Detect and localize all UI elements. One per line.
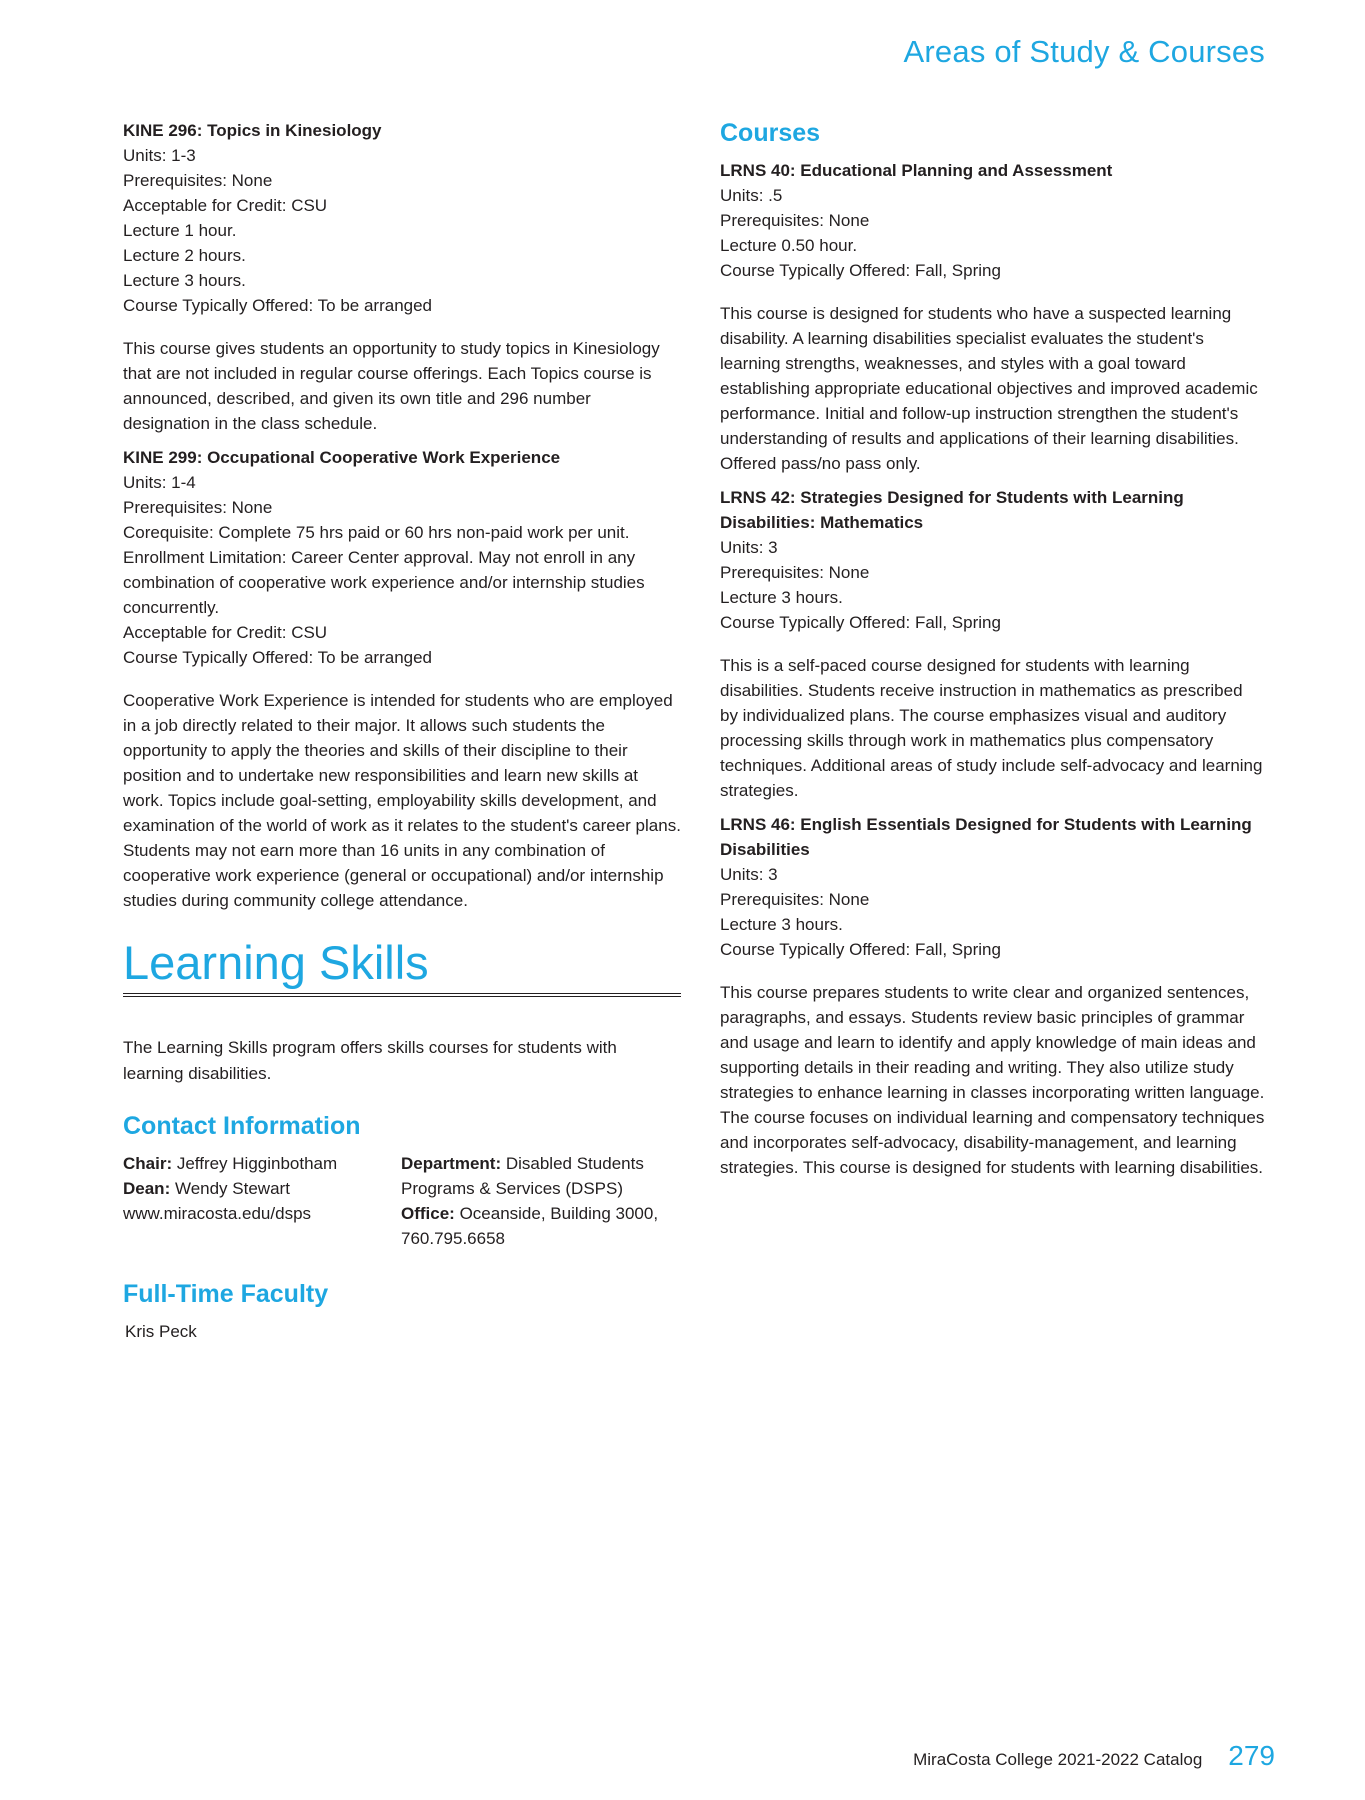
- office-location: Oceanside, Building 3000, 760.795.6658: [401, 1204, 659, 1248]
- office-line: [401, 1201, 681, 1251]
- dean-line: [123, 1176, 401, 1201]
- course-detail: Acceptable for Credit: CSU: [123, 196, 328, 215]
- course-detail: Lecture 2 hours.: [123, 246, 246, 265]
- course-detail: Lecture 3 hours.: [123, 271, 246, 290]
- department-line: [401, 1151, 681, 1201]
- course-title: LRNS 40: Educational Planning and Assessment: [720, 161, 1113, 180]
- section-title-learning-skills: Learning Skills: [123, 937, 681, 997]
- course-detail: Units: 1-3: [123, 146, 196, 165]
- course-detail: Course Typically Offered: Fall, Spring: [720, 261, 1001, 280]
- course-detail: Units: 3: [720, 538, 778, 557]
- course-detail: Units: 3: [720, 865, 778, 884]
- department-name: Disabled Students Programs & Services (DSPS): [401, 1154, 644, 1198]
- courses-heading: Courses: [720, 119, 821, 147]
- course-detail: Prerequisites: None: [123, 171, 273, 190]
- course-detail: Course Typically Offered: Fall, Spring: [720, 940, 1001, 959]
- contact-heading: Contact Information: [123, 1112, 361, 1140]
- program-intro: The Learning Skills program offers skills courses for students with learning disabilities.: [123, 1038, 617, 1083]
- contact-column-office: [401, 1151, 681, 1251]
- course-detail: Prerequisites: None: [720, 211, 870, 230]
- course-lrns-42: [720, 485, 1265, 803]
- course-detail: Units: .5: [720, 186, 783, 205]
- course-kine-296: [123, 118, 681, 436]
- course-detail: Acceptable for Credit: CSU: [123, 623, 328, 642]
- course-lrns-46: [720, 812, 1265, 1180]
- chair-label: Chair:: [123, 1154, 173, 1173]
- course-detail: Course Typically Offered: Fall, Spring: [720, 613, 1001, 632]
- course-description: Cooperative Work Experience is intended for students who are employed in a job directly related to their major. It allows such students the opportunity to apply the theories and skills of their discipline to their position and to undertake new responsibilities and learn new skills at work. Topics include goal-setting, employability skills development, and examination of the world of work as it relates to the student's career plans. Students may not earn more than 16 units in any combination of cooperative work experience (general or occupational) and/or internship studies during community college attendance.: [123, 691, 681, 910]
- dean-name: Wendy Stewart: [170, 1179, 290, 1198]
- course-detail: Course Typically Offered: To be arranged: [123, 648, 433, 667]
- course-title: KINE 296: Topics in Kinesiology: [123, 121, 382, 140]
- department-label: Department:: [401, 1154, 502, 1173]
- course-detail: Units: 1-4: [123, 473, 196, 492]
- course-description: This is a self-paced course designed for students with learning disabilities. Students receive instruction in mathematics as prescribed by individualized plans. The course emphasizes visual and auditory processing skills through work in mathematics plus compensatory techniques. Additional areas of study include self-advocacy and learning strategies.: [720, 656, 1263, 800]
- course-detail: Lecture 0.50 hour.: [720, 236, 858, 255]
- faculty-heading: Full-Time Faculty: [123, 1280, 329, 1308]
- course-detail: Prerequisites: None: [720, 563, 870, 582]
- course-title: LRNS 46: English Essentials Designed for Students with Learning Disabilities: [720, 815, 1252, 859]
- course-lrns-40: [720, 158, 1265, 476]
- faculty-name: Kris Peck: [125, 1322, 197, 1341]
- contact-column-people: [123, 1151, 401, 1251]
- contact-info: [123, 1151, 681, 1251]
- right-column: [720, 118, 1265, 1189]
- course-title: KINE 299: Occupational Cooperative Work Experience: [123, 448, 561, 467]
- course-detail: Corequisite: Complete 75 hrs paid or 60 hrs non-paid work per unit.: [123, 523, 630, 542]
- course-description: This course is designed for students who have a suspected learning disability. A learning disabilities specialist evaluates the student's learning strengths, weaknesses, and styles with a goal toward establishing appropriate educational objectives and improved academic performance. Initial and follow-up instruction strengthen the student's understanding of results and applications of their learning disabilities. Offered pass/no pass only.: [720, 304, 1258, 473]
- course-detail: Lecture 3 hours.: [720, 915, 843, 934]
- course-detail: Enrollment Limitation: Career Center approval. May not enroll in any combination of cooperative work experience and/or internship studies concurrently.: [123, 548, 645, 617]
- left-column: [123, 118, 681, 1344]
- course-kine-299: [123, 445, 681, 913]
- course-description: This course gives students an opportunity to study topics in Kinesiology that are not included in regular course offerings. Each Topics course is announced, described, and given its own title and 296 number designation in the class schedule.: [123, 339, 660, 433]
- course-detail: Lecture 3 hours.: [720, 588, 843, 607]
- course-title: LRNS 42: Strategies Designed for Students with Learning Disabilities: Mathematics: [720, 488, 1184, 532]
- chair-name: Jeffrey Higginbotham: [172, 1154, 338, 1173]
- page-footer: [913, 1740, 1275, 1772]
- office-label: Office:: [401, 1204, 455, 1223]
- course-detail: Prerequisites: None: [720, 890, 870, 909]
- chair-line: [123, 1151, 401, 1176]
- page-header-title: Areas of Study & Courses: [903, 34, 1265, 69]
- course-detail: Course Typically Offered: To be arranged: [123, 296, 433, 315]
- catalog-name: MiraCosta College 2021-2022 Catalog: [913, 1750, 1203, 1769]
- website-link[interactable]: www.miracosta.edu/dsps: [123, 1204, 312, 1223]
- course-detail: Lecture 1 hour.: [123, 221, 237, 240]
- course-detail: Prerequisites: None: [123, 498, 273, 517]
- page-number: 279: [1228, 1740, 1275, 1771]
- course-description: This course prepares students to write clear and organized sentences, paragraphs, and essays. Students review basic principles of grammar and usage and learn to identify and apply knowledge of main ideas and supporting details in their reading and writing. They also utilize study strategies to enhance learning in classes incorporating written language. The course focuses on individual learning and compensatory techniques and incorporates self-advocacy, disability-management, and learning strategies. This course is designed for students with learning disabilities.: [720, 983, 1265, 1177]
- dean-label: Dean:: [123, 1179, 171, 1198]
